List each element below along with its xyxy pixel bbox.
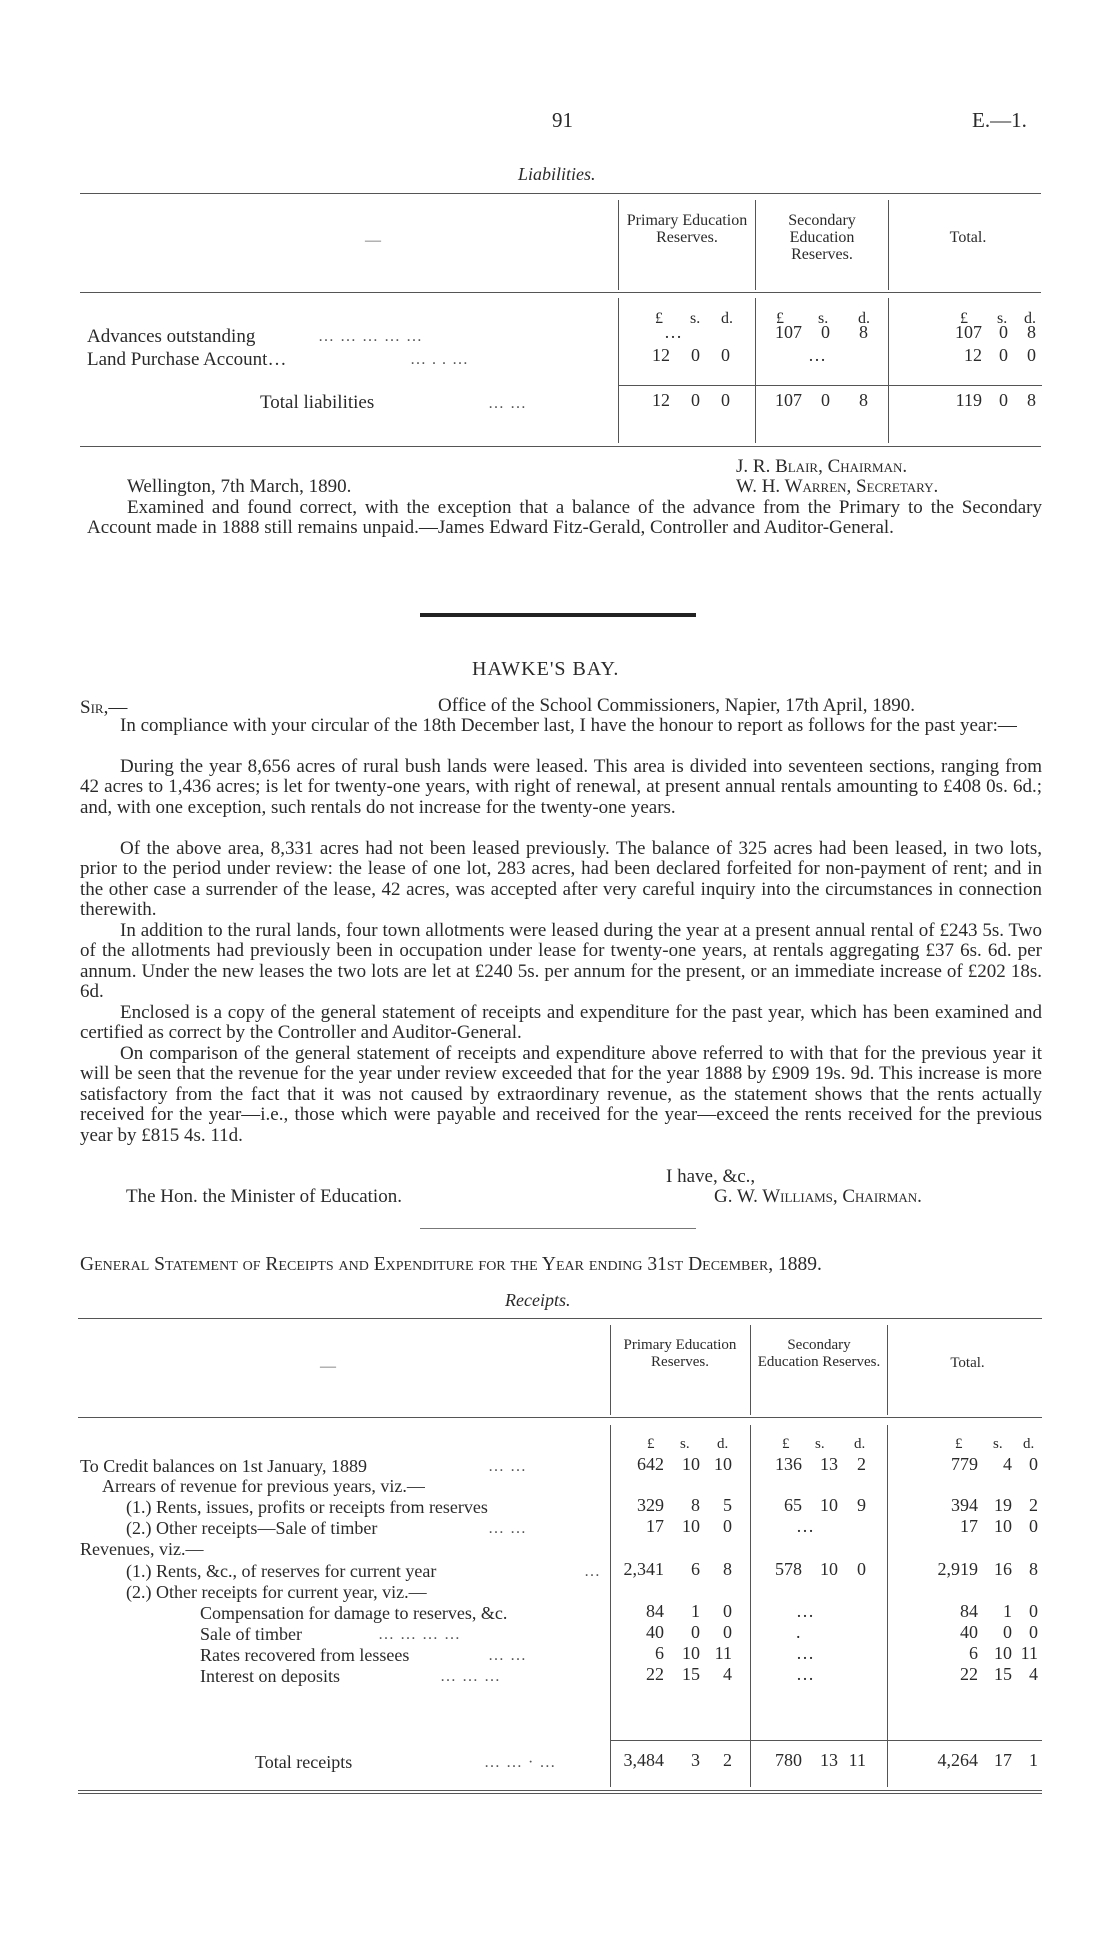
secondary-shillings: 0	[821, 322, 830, 342]
unit-shilling: s.	[993, 1436, 1003, 1452]
secondary-cell: 65	[784, 1495, 802, 1515]
primary-cell: 4	[723, 1664, 732, 1684]
unit-pence: d.	[717, 1436, 729, 1452]
total-cell: 6	[969, 1643, 978, 1663]
row-leaders: … … … … …	[318, 328, 423, 345]
row-leaders: … …	[488, 395, 527, 412]
total-cell: 15	[994, 1664, 1012, 1684]
unit-pound: £	[782, 1436, 790, 1452]
primary-cell: 0	[691, 1622, 700, 1642]
total-pence: 8	[1027, 390, 1036, 410]
primary-cell: 10	[714, 1454, 732, 1474]
secondary-pounds: …	[808, 345, 826, 365]
primary-pence: 0	[721, 390, 730, 410]
total-pounds: 107	[955, 322, 982, 342]
total-cell: 17	[960, 1516, 978, 1536]
unit-pound: £	[647, 1436, 655, 1452]
unit-shilling: s.	[818, 310, 829, 327]
row-label: (1.) Rents, issues, profits or receipts from reserves	[126, 1497, 488, 1517]
primary-cell: 40	[646, 1622, 664, 1642]
col-head-dash: —	[365, 232, 381, 249]
primary-cell: 8	[691, 1495, 700, 1515]
primary-cell: 10	[682, 1454, 700, 1474]
primary-cell: 0	[723, 1601, 732, 1621]
auditor-note: Examined and found correct, with the exception that a balance of the advance from the Primary to the Secondary Account made in 1888 still remains unpaid.—James Edward Fitz-Gerald, Controller and Auditor-General.	[87, 497, 1042, 539]
page-number: 91	[552, 108, 573, 132]
secondary-cell: 11	[848, 1750, 866, 1770]
secondary-cell: 0	[857, 1559, 866, 1579]
total-shillings: 0	[999, 345, 1008, 365]
secondary-pounds: 107	[775, 322, 802, 342]
row-label: (2.) Other receipts for current year, viz.—	[126, 1582, 427, 1602]
secondary-cell: 136	[775, 1454, 802, 1474]
row-label: Sale of timber	[200, 1624, 302, 1644]
total-cell: 84	[960, 1601, 978, 1621]
total-cell: 4,264	[937, 1750, 978, 1770]
statement-title: General Statement of Receipts and Expenditure for the Year ending 31st December, 1889.	[80, 1254, 822, 1275]
total-cell: 0	[1029, 1454, 1038, 1474]
total-cell: 2,919	[937, 1559, 978, 1579]
secondary-pounds: 107	[775, 390, 802, 410]
primary-cell: 3	[691, 1750, 700, 1770]
letter-paragraph: On comparison of the general statement of receipts and expenditure above referred to with that for the previous year it will be seen that the revenue for the year under review exceeded that for the year 1888 by £909 19s. 9d. This increase is more satisfactory from the fact that it was not caused by extraordinary revenue, as the statement shows that the rents actually received for the year—i.e., those which were payable and received for the year—exceed the rents received for the previous year by £815 4s. 11d.	[80, 1043, 1042, 1146]
total-cell: 1	[1029, 1750, 1038, 1770]
total-cell: 0	[1029, 1601, 1038, 1621]
row-leaders: … …	[488, 1458, 527, 1475]
secondary-pence: 8	[859, 390, 868, 410]
unit-pence: d.	[1024, 310, 1036, 327]
primary-cell: 10	[682, 1643, 700, 1663]
col-head-primary: Primary Education Reserves.	[623, 1337, 737, 1370]
unit-shilling: s.	[690, 310, 701, 327]
primary-shillings: 0	[691, 345, 700, 365]
col-head-total: Total.	[950, 1355, 985, 1371]
total-shillings: 0	[999, 322, 1008, 342]
secondary-cell: 10	[820, 1559, 838, 1579]
secondary-cell: .	[796, 1622, 801, 1642]
closing: I have, &c.,	[660, 1166, 755, 1188]
total-cell: 22	[960, 1664, 978, 1684]
unit-shilling: s.	[997, 310, 1008, 327]
total-shillings: 0	[999, 390, 1008, 410]
primary-cell: 2,341	[623, 1559, 664, 1579]
primary-cell: 642	[637, 1454, 664, 1474]
unit-pound: £	[655, 310, 663, 327]
primary-cell: 10	[682, 1516, 700, 1536]
total-cell: 17	[994, 1750, 1012, 1770]
total-pence: 0	[1027, 345, 1036, 365]
total-cell: 10	[994, 1516, 1012, 1536]
secondary-cell: …	[796, 1643, 814, 1663]
total-cell: 4	[1029, 1664, 1038, 1684]
secondary-cell: 9	[857, 1495, 866, 1515]
total-cell: 2	[1029, 1495, 1038, 1515]
primary-cell: 84	[646, 1601, 664, 1621]
letter-paragraph: In addition to the rural lands, four town allotments were leased during the year at a present annual rental of £243 5s. Two of the allotments had previously been in occupation under lease for twenty-one years, at rentals aggregating £37 6s. 6d. per annum. Under the new leases the two lots are let at £240 5s. per annum for the present, or an immediate increase of £202 18s. 6d.	[80, 920, 1042, 1003]
row-leaders: … … …	[440, 1668, 501, 1685]
row-leaders: … . . …	[410, 351, 469, 368]
letter-paragraph: During the year 8,656 acres of rural bush lands were leased. This area is divided into seventeen sections, ranging from 42 acres to 1,436 acres; is let for twenty-one years, with right of renewal, at present annual rentals amounting to £408 0s. 6d.; and, with one exception, such rentals do not increase for the twenty-one years.	[80, 756, 1042, 818]
secondary-cell: …	[796, 1601, 814, 1621]
liabilities-title: Liabilities.	[518, 164, 596, 184]
total-cell: 4	[1003, 1454, 1012, 1474]
primary-pounds: 12	[652, 390, 670, 410]
signature: G. W. Williams, Chairman.	[714, 1186, 922, 1207]
primary-cell: 6	[655, 1643, 664, 1663]
place-date: Wellington, 7th March, 1890.	[127, 476, 352, 497]
primary-cell: 3,484	[623, 1750, 664, 1770]
primary-cell: 0	[723, 1516, 732, 1536]
row-label: To Credit balances on 1st January, 1889	[80, 1456, 368, 1476]
primary-cell: 17	[646, 1516, 664, 1536]
total-cell: 1	[1003, 1601, 1012, 1621]
primary-cell: 22	[646, 1664, 664, 1684]
short-rule	[420, 1228, 696, 1229]
total-cell: 0	[1029, 1516, 1038, 1536]
secondary-cell: …	[796, 1516, 814, 1536]
total-cell: 11	[1020, 1643, 1038, 1663]
unit-pound: £	[776, 310, 784, 327]
section-divider	[420, 613, 696, 617]
total-cell: 394	[951, 1495, 978, 1515]
row-label: Revenues, viz.—	[80, 1539, 204, 1559]
total-cell: 0	[1029, 1622, 1038, 1642]
primary-cell: 1	[691, 1601, 700, 1621]
unit-shilling: s.	[815, 1436, 825, 1452]
col-head-secondary: Secondary Education Reserves.	[757, 1337, 881, 1370]
row-label: Advances outstanding	[87, 326, 256, 347]
total-cell: 779	[951, 1454, 978, 1474]
secondary-shillings: 0	[821, 390, 830, 410]
secondary-pence: 8	[859, 322, 868, 342]
row-label: (2.) Other receipts—Sale of timber	[126, 1518, 378, 1538]
unit-pence: d.	[721, 310, 733, 327]
secondary-cell: 13	[820, 1750, 838, 1770]
secondary-cell: 578	[775, 1559, 802, 1579]
primary-cell: 8	[723, 1559, 732, 1579]
primary-cell: 329	[637, 1495, 664, 1515]
signature-secretary: W. H. Warren, Secretary.	[736, 476, 939, 497]
letter-paragraph: Enclosed is a copy of the general statement of receipts and expenditure for the past year, which has been examined and certified as correct by the Controller and Auditor-General.	[80, 1002, 1042, 1044]
row-label: Rates recovered from lessees	[200, 1645, 410, 1665]
letter-paragraph: Of the above area, 8,331 acres had not been leased previously. The balance of 325 acres had been leased, in two lots, prior to the period under review: the lease of one lot, 283 acres, had been declared forfeited for non-payment of rent; and in the other case a surrender of the lease, 42 acres, was accepted after very careful inquiry into the circumstances in connection therewith.	[80, 838, 1042, 921]
row-label: Arrears of revenue for previous years, viz.—	[102, 1476, 425, 1496]
primary-cell: 11	[714, 1643, 732, 1663]
office-line: Office of the School Commissioners, Napier, 17th April, 1890.	[438, 695, 915, 716]
col-head-dash: —	[320, 1358, 336, 1375]
total-pounds: 119	[955, 390, 982, 410]
unit-pound: £	[955, 1436, 963, 1452]
total-cell: 40	[960, 1622, 978, 1642]
salutation: Sir,—	[80, 697, 128, 718]
primary-pounds: 12	[652, 345, 670, 365]
row-label: Interest on deposits	[200, 1666, 340, 1686]
secondary-cell: 10	[820, 1495, 838, 1515]
total-cell: 10	[994, 1643, 1012, 1663]
unit-pence: d.	[858, 310, 870, 327]
total-pence: 8	[1027, 322, 1036, 342]
addressee: The Hon. the Minister of Education.	[126, 1186, 402, 1207]
unit-pound: £	[960, 310, 968, 327]
row-leaders: … … · …	[484, 1754, 557, 1771]
row-label: (1.) Rents, &c., of reserves for current year	[126, 1561, 437, 1581]
letter-paragraph: In compliance with your circular of the 18th December last, I have the honour to report as follows for the past year:—	[120, 715, 1017, 736]
secondary-cell: 2	[857, 1454, 866, 1474]
primary-cell: 6	[691, 1559, 700, 1579]
primary-cell: 0	[723, 1622, 732, 1642]
primary-pence: 0	[721, 345, 730, 365]
col-head-secondary: Secondary Education Reserves.	[788, 212, 856, 263]
primary-shillings: 0	[691, 390, 700, 410]
unit-pence: d.	[1023, 1436, 1035, 1452]
unit-pence: d.	[854, 1436, 866, 1452]
primary-pounds: …	[664, 322, 682, 342]
primary-cell: 2	[723, 1750, 732, 1770]
section-code: E.—1.	[972, 108, 1027, 132]
col-head-primary: Primary Education Reserves.	[626, 212, 748, 246]
secondary-cell: 13	[820, 1454, 838, 1474]
row-leaders: … … … …	[378, 1626, 461, 1643]
signature-chairman: J. R. Blair, Chairman.	[736, 456, 908, 477]
statement-subtitle: Receipts.	[505, 1290, 571, 1310]
col-head-total: Total.	[949, 229, 987, 246]
row-leaders: … …	[488, 1520, 527, 1537]
section-heading: HAWKE'S BAY.	[472, 658, 620, 680]
total-cell: 8	[1029, 1559, 1038, 1579]
total-receipts-label: Total receipts	[255, 1752, 353, 1772]
secondary-cell: 780	[775, 1750, 802, 1770]
total-cell: 19	[994, 1495, 1012, 1515]
row-leaders: …	[584, 1563, 601, 1580]
total-cell: 0	[1003, 1622, 1012, 1642]
row-label: Land Purchase Account…	[87, 349, 287, 370]
row-leaders: … …	[488, 1647, 527, 1664]
unit-shilling: s.	[680, 1436, 690, 1452]
total-cell: 16	[994, 1559, 1012, 1579]
total-pounds: 12	[964, 345, 982, 365]
primary-cell: 5	[723, 1495, 732, 1515]
secondary-cell: …	[796, 1664, 814, 1684]
primary-cell: 15	[682, 1664, 700, 1684]
row-label: Compensation for damage to reserves, &c.	[200, 1603, 508, 1623]
total-liabilities-label: Total liabilities	[260, 392, 375, 413]
